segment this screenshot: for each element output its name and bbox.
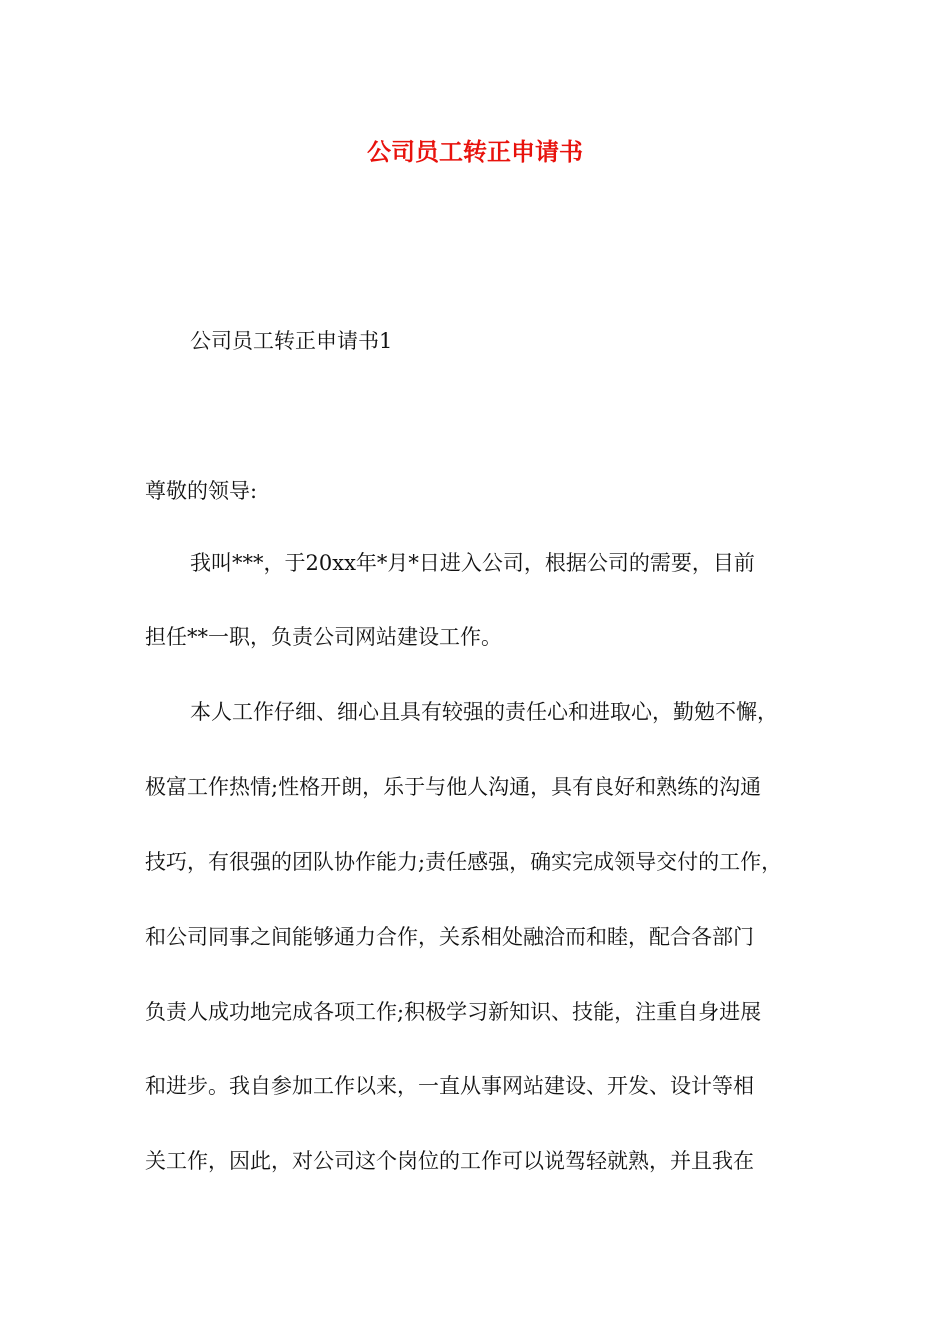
section-heading: 公司员工转正申请书1 — [190, 329, 393, 353]
paragraph-line: 技巧，有很强的团队协作能力;责任感强，确实完成领导交付的工作， — [145, 850, 783, 874]
greeting: 尊敬的领导: — [145, 479, 258, 503]
paragraph-line: 极富工作热情;性格开朗，乐于与他人沟通，具有良好和熟练的沟通 — [145, 775, 762, 799]
paragraph-line: 负责人成功地完成各项工作;积极学习新知识、技能，注重自身进展 — [145, 1000, 762, 1024]
paragraph-line: 和进步。我自参加工作以来，一直从事网站建设、开发、设计等相 — [145, 1074, 754, 1098]
paragraph-line: 关工作，因此，对公司这个岗位的工作可以说驾轻就熟，并且我在 — [145, 1149, 754, 1173]
paragraph-line: 本人工作仔细、细心且具有较强的责任心和进取心，勤勉不懈， — [190, 700, 778, 724]
document-title: 公司员工转正申请书 — [367, 138, 583, 166]
paragraph-line: 担任**一职，负责公司网站建设工作。 — [145, 625, 502, 649]
paragraph-line: 和公司同事之间能够通力合作，关系相处融洽而和睦，配合各部门 — [145, 925, 754, 949]
paragraph-line: 我叫***，于20xx年*月*日进入公司，根据公司的需要，目前 — [190, 551, 755, 575]
